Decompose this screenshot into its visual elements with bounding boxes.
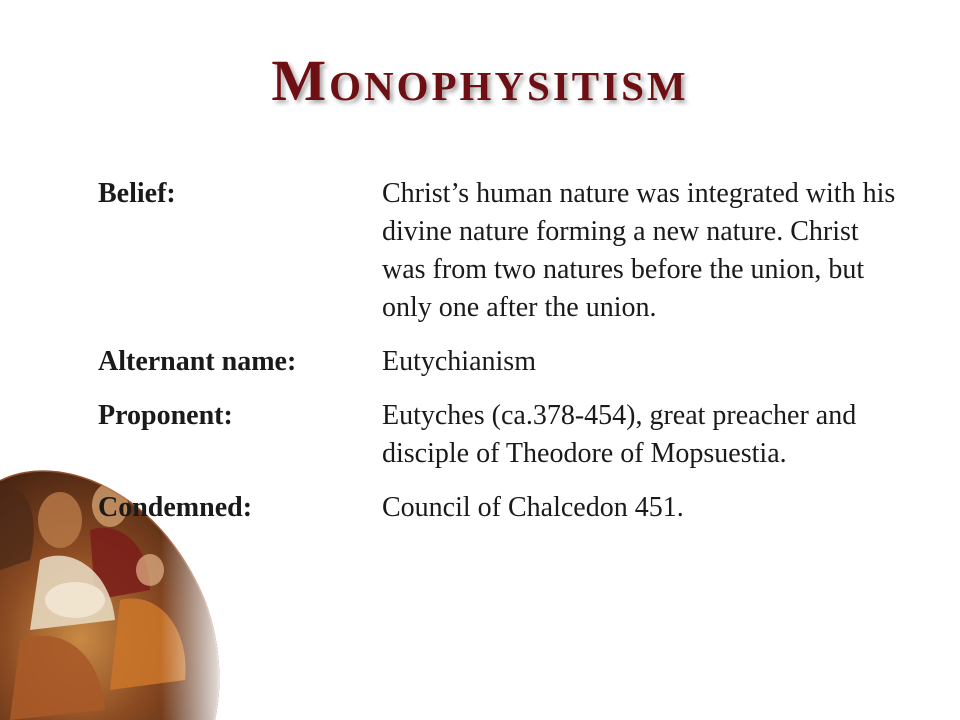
proponent-value: Eutyches (ca.378-454), great preacher and disciple of Theodore of Mopsuestia. (382, 400, 857, 469)
proponent-label: Proponent: (98, 400, 233, 431)
proponent-row (98, 397, 918, 473)
condemned-row (98, 489, 918, 527)
belief-value: Christ’s human nature was integrated with his divine nature forming a new nature. Christ was from two natures before the union, but only one after the union. (382, 178, 896, 323)
condemned-label: Condemned: (98, 492, 253, 523)
slide-title: Monophysitism (271, 48, 689, 113)
belief-row (98, 175, 918, 327)
condemned-value: Council of Chalcedon 451. (382, 492, 684, 523)
definition-list (98, 175, 918, 527)
belief-label: Belief: (98, 178, 176, 209)
alternant-name-label: Alternant name: (98, 346, 297, 377)
alternant-name-value: Eutychianism (382, 346, 536, 377)
alternant-name-row (98, 343, 918, 381)
